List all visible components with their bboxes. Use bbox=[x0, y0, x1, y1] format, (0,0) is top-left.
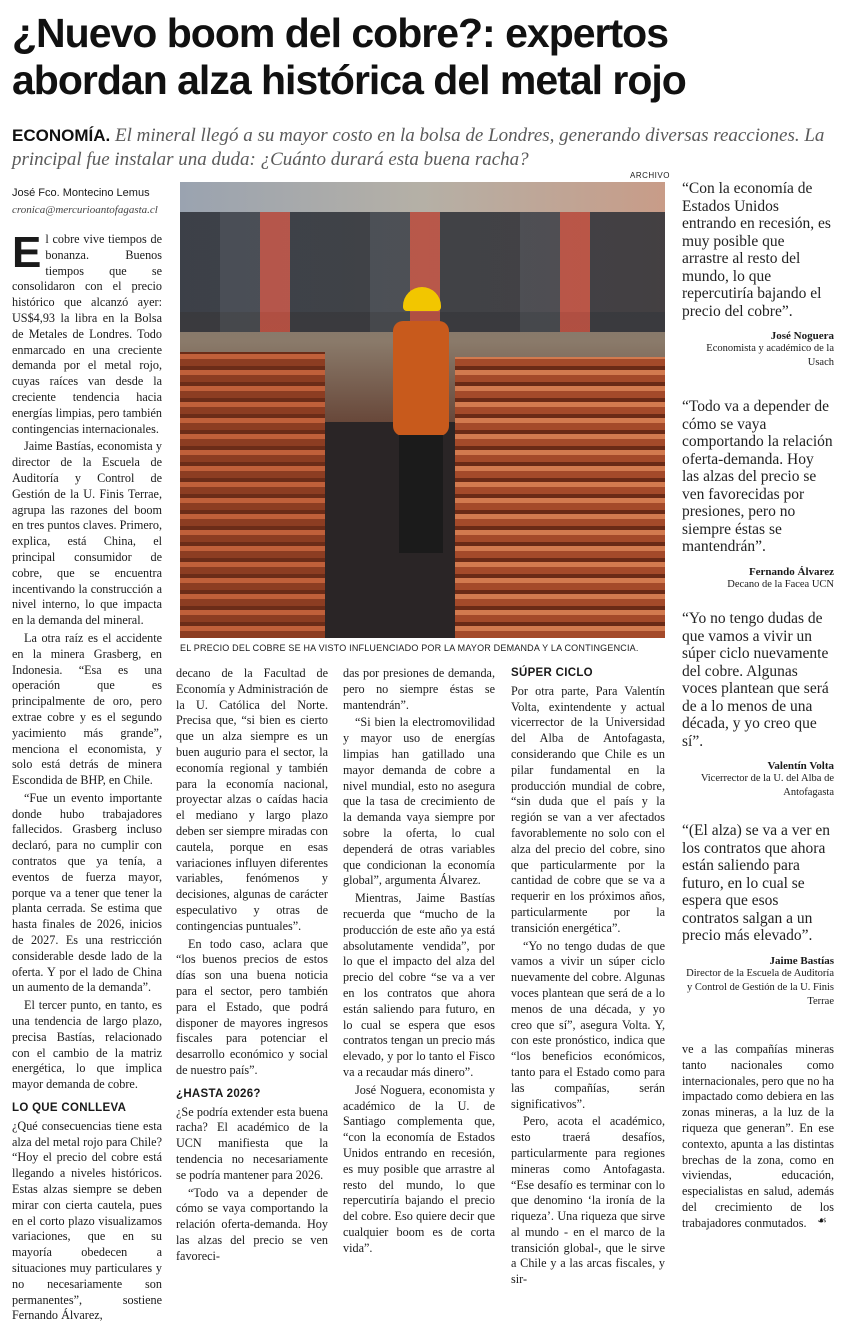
paragraph: En todo caso, aclara que “los buenos precios de estos días son una buena noticia para el sector, pero también para el Estado, que podrá disponer de mayores ingresos fiscales para potenciar el desarrollo económico y social de nuestro país”. bbox=[176, 936, 328, 1077]
paragraph: El cobre vive tiempos de bonanza. Buenos tiempos que se consolidaron con el precio histórico que alcanzó ayer: US$4,93 la libra en la Bolsa de Metales de Londres. Todo enmarcado en una creciente demanda por el metal rojo, cuyas raíces van desde la creciente tendencia hacia energías limpias, pero también contingencias internacionales. bbox=[12, 228, 162, 436]
section-label: ECONOMÍA. bbox=[12, 126, 111, 145]
end-mark-icon: ☙ bbox=[817, 1214, 827, 1227]
paragraph: “Si bien la electromovilidad y mayor uso de energías limpias han gatillado una mayor demanda de cobre a nivel mundial, esto no asegura que la tasa de crecimiento de la demanda vaya siempre por sobre la oferta, lo cual dependerá de otras variables que condicionan la economía global”, argumenta Álvarez. bbox=[343, 715, 495, 888]
column-4 bbox=[511, 666, 665, 1290]
quote-text: “Con la economía de Estados Unidos entrando en recesión, es muy posible que arrastre al resto del mundo, lo que repercutiría bajando el precio del cobre”. bbox=[682, 180, 831, 320]
author-name: José Fco. Montecino Lemus bbox=[12, 187, 150, 199]
article-photo bbox=[180, 182, 665, 638]
worker-figure bbox=[385, 287, 455, 557]
lead-text: El mineral llegó a su mayor costo en la bolsa de Londres, generando diversas reacciones. La principal fue instalar una duda: ¿Cuánto durará esta buena racha? bbox=[12, 125, 825, 170]
lead-paragraph bbox=[12, 124, 832, 172]
quote-role: Economista y académico de la Usach bbox=[706, 343, 834, 368]
paragraph: El tercer punto, en tanto, es una tendencia de largo plazo, precisa Bastías, relacionado con el cambio de la matriz energética, lo que implica mayor demanda de cobre. bbox=[12, 998, 162, 1092]
byline bbox=[12, 185, 172, 219]
pull-quote bbox=[682, 180, 834, 370]
quote-author: Fernando Álvarez bbox=[748, 565, 834, 578]
paragraph: “Fue un evento importante donde hubo trabajadores fallecidos. Grasberg incluso declaró, para no cumplir con contratos que ya tenía, a eventos de fuerza mayor, porque va a tener que tener la planta cerrada. Se estima que hasta finales de 2026, inicios de 2027. Es una restricción considerable desde lado de la oferta. Y por el lado de China un aumento de la demanda”. bbox=[12, 790, 162, 995]
photo-credit: ARCHIVO bbox=[630, 171, 670, 180]
paragraph: ve a las compañías mineras tanto nacionales como internacionales, pero que no ha impactado como debiera en las zonas mineras, a la luz de la riqueza que generan”. En ese contexto, apunta a las distintas brechas de la zona, como en viviendas, educación, especialistas en salud, además del crecimiento de los trabajadores conmutados. bbox=[682, 1042, 834, 1230]
paragraph: ¿Se podría extender esta buena racha? El académico de la UCN manifiesta que la tendencia no necesariamente se podría mantener para 2026. bbox=[176, 1104, 328, 1182]
pull-quote bbox=[682, 822, 834, 1009]
paragraph: José Noguera, economista y académico de la U. de Santiago complementa que, “con la economía de Estados Unidos entrando en recesión, es muy posible que arrastre al resto del mundo, lo que repercutiría bajando el precio del cobre. Eso quiere decir que cualquier boom es de corta vida”. bbox=[343, 1082, 495, 1255]
column-1 bbox=[12, 228, 162, 1326]
photo-caption: EL PRECIO DEL COBRE SE HA VISTO INFLUENCIADO POR LA MAYOR DEMANDA Y LA CONTINGENCIA. bbox=[180, 643, 639, 653]
column-2 bbox=[176, 666, 328, 1266]
pull-quote bbox=[682, 610, 834, 800]
quote-text: “(El alza) se va a ver en los contratos que ahora están saliendo para futuro, en lo cual se espera que esos contratos salgan a un precio más elevado”. bbox=[682, 822, 831, 944]
subheading: SÚPER CICLO bbox=[511, 667, 593, 679]
pull-quote bbox=[682, 398, 834, 592]
quote-role: Vicerrector de la U. del Alba de Antofagasta bbox=[700, 773, 834, 798]
author-email[interactable]: cronica@mercurioantofagasta.cl bbox=[12, 204, 158, 216]
subheading: LO QUE CONLLEVA bbox=[12, 1102, 127, 1115]
paragraph: Jaime Bastías, economista y director de la Escuela de Auditoría y Control de Gestión de la U. Finis Terrae, agrupa las razones del boom en tres puntos claves. Primero, explica, está China, el principal consumidor de cobre, que se encuentra incentivando la construcción a nivel interno, lo que impacta en la demanda del mineral. bbox=[12, 439, 162, 628]
quote-author: Valentín Volta bbox=[767, 760, 834, 772]
copper-stack-right bbox=[455, 357, 665, 638]
quote-role: Decano de la Facea UCN bbox=[727, 578, 834, 590]
paragraph: Por otra parte, Para Valentín Volta, exintendente y actual vicerrector de la Universidad del Alba de Antofagasta, considerando que Chile es un pilar fundamental en la producción mundial de cobre, “sin duda que el país y la región se van a ver afectados favorablemente no solo con el alza del precio del cobre, sino que particularmente por la cantidad de cobre que se va a requerir en los próximos años, particularmente por la transición energética”. bbox=[511, 683, 665, 935]
column-3 bbox=[343, 666, 495, 1258]
quote-role: Director de la Escuela de Auditoría y Control de Gestión de la U. Finis Terrae bbox=[686, 967, 834, 1007]
copper-stack-left bbox=[180, 352, 325, 638]
quote-text: “Todo va a depender de cómo se vaya comportando la relación oferta-demanda. Hoy las alzas del precio se ven favorecidas por presiones, pero no siempre éstas se mantendrán”. bbox=[682, 398, 833, 555]
quote-author: Jaime Bastías bbox=[769, 954, 834, 967]
helmet-shape bbox=[403, 287, 441, 311]
vest-shape bbox=[393, 321, 449, 436]
subheading: ¿HASTA 2026? bbox=[176, 1087, 261, 1100]
paragraph: decano de la Facultad de Economía y Administración de la U. Católica del Norte. Precisa que, “si bien es cierto que un alza siempre es un buen augurio para el sector, la economía regional y también para la economía nacional, proyectar alzas o caídas hacia el mediano y largo plazo deben ser siempre miradas con cautela, porque en esas variaciones influyen diferentes variables, fenómenos y decisiones, algunas de carácter especulativo y otras de contingencias puntuales”. bbox=[176, 666, 328, 933]
column-5 bbox=[682, 1042, 834, 1234]
paragraph: Pero, acota el académico, esto traerá desafíos, particularmente para regiones mineras como Antofagasta. “Ese desafío es terminar con lo que denomino ‘la ironía de la riqueza’. Una riqueza que sirve al mundo - en el marco de la transición global-, que le sirve a Chile y a las arcas fiscales, y sir- bbox=[511, 1114, 665, 1287]
paragraph: “Yo no tengo dudas de que vamos a vivir un súper ciclo nuevamente del cobre. Algunas voces plantean que será de a lo menos de una década, y yo creo que sí”, asegura Volta. Y, con este pronóstico, indica que “los beneficios económicos, tanto para el Estado como para las compañías, serán significativos”. bbox=[511, 938, 665, 1111]
headline: ¿Nuevo boom del cobre?: expertos abordan alza histórica del metal rojo bbox=[12, 10, 686, 103]
quote-text: “Yo no tengo dudas de que vamos a vivir un súper ciclo nuevamente del cobre. Algunas voces plantean que será de a lo menos de una década, y yo creo que sí”. bbox=[682, 610, 829, 750]
drop-cap: E bbox=[12, 228, 42, 277]
paragraph: ¿Qué consecuencias tiene esta alza del metal rojo para Chile? “Hoy el precio del cobre está llegando a niveles históricos. Estas alzas siempre se deben mirar con cierta cautela, pues en el corto plazo visualizamos variaciones, que en su mayoría obedecen a situaciones muy particulares y no necesariamente son permanentes”, sostiene Fernando Álvarez, bbox=[12, 1118, 162, 1323]
legs-shape bbox=[399, 435, 443, 553]
quote-author: José Noguera bbox=[770, 330, 834, 342]
paragraph: La otra raíz es el accidente en la minera Grasberg, en Indonesia. “Esa es una operación que es principalmente de oro, pero extrae cobre y es el segundo yacimiento más grande”, menciona el economista, y solo está detrás de minera Escondida de BHP, en Chile. bbox=[12, 630, 162, 788]
paragraph: Mientras, Jaime Bastías recuerda que “mucho de la producción de este año ya está absolutamente vendida”, por lo que el impacto del alza del precio del cobre “se va a ver en los contratos que ahora están saliendo para futuro, en lo cual se espera que esos contratos tengan un precio más elevado, y por lo tanto el Fisco va a recaudar más dinero”. bbox=[343, 891, 495, 1079]
paragraph: “Todo va a depender de cómo se vaya comportando la relación oferta-demanda. Hoy las alzas del precio se ven favoreci- bbox=[176, 1185, 328, 1263]
paragraph: das por presiones de demanda, pero no siempre éstas se mantendrán”. bbox=[343, 666, 495, 712]
